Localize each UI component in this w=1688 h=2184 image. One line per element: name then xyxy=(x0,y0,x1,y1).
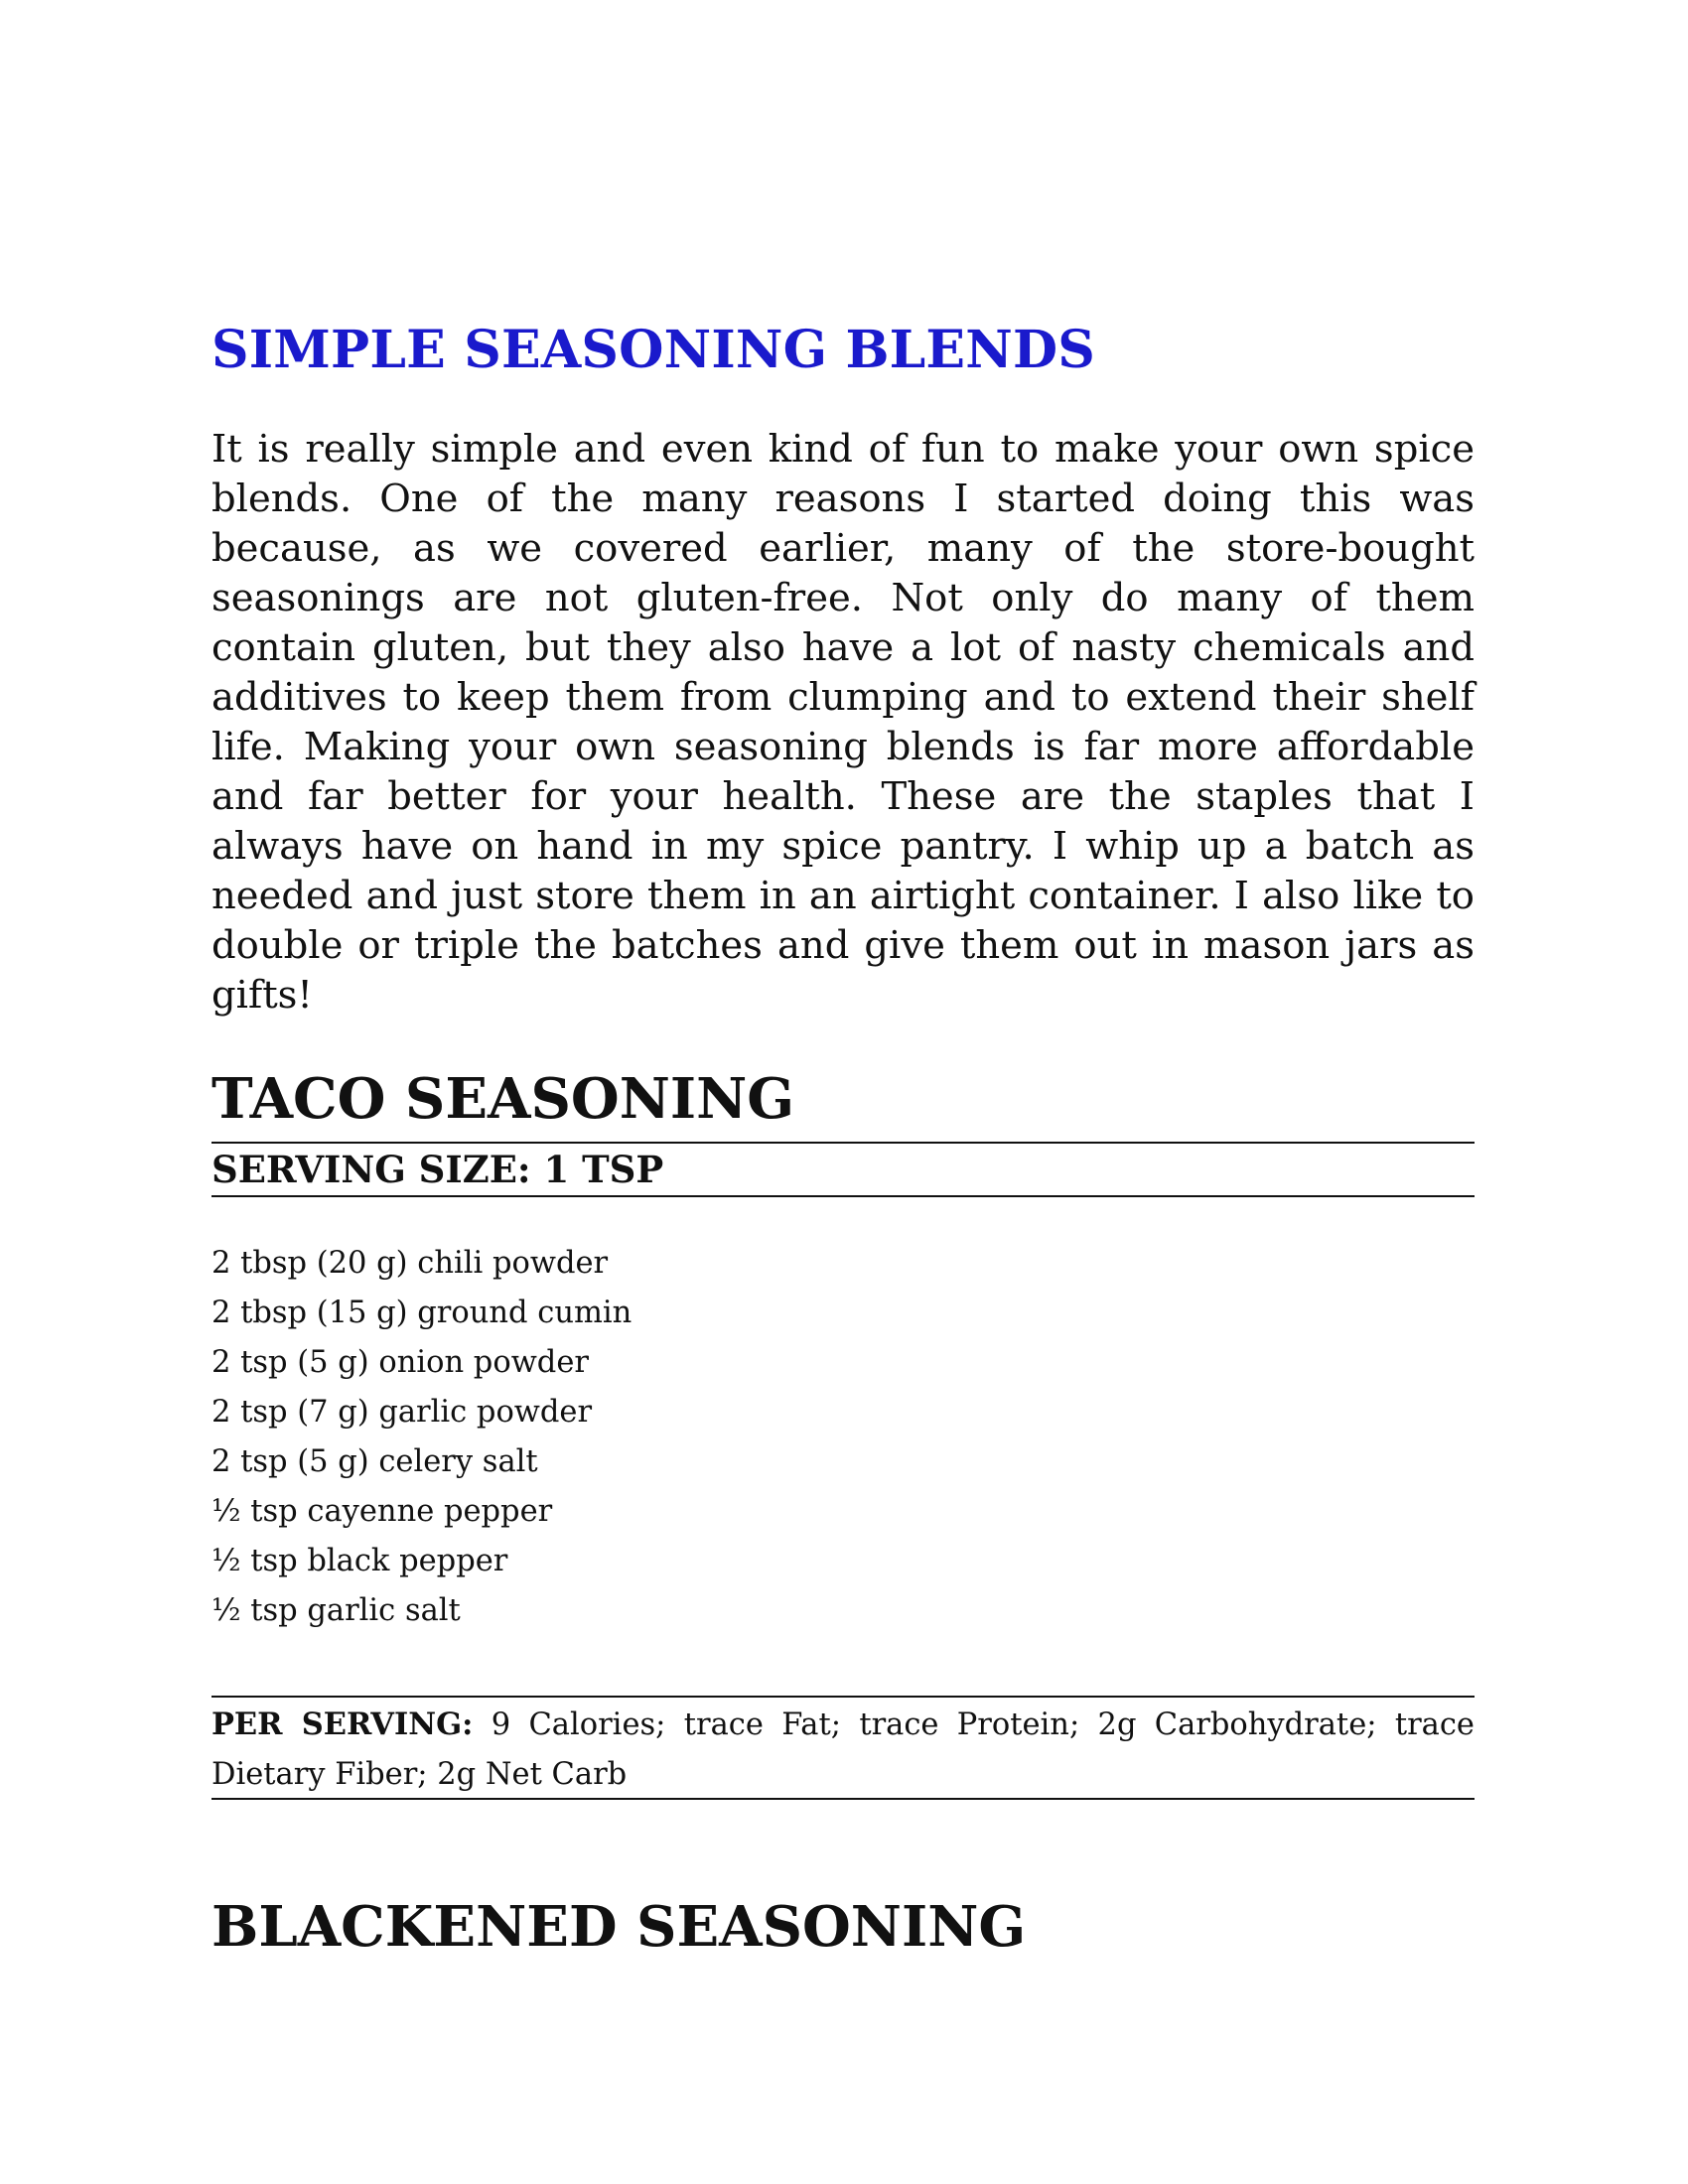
ingredient-item: 2 tbsp (20 g) chili powder xyxy=(211,1246,609,1281)
section-title: SIMPLE SEASONING BLENDS xyxy=(211,320,1096,380)
serving-top-rule xyxy=(211,1142,1475,1144)
nutrition-label: PER SERVING: xyxy=(211,1706,474,1742)
nutrition-top-rule xyxy=(211,1696,1475,1698)
nutrition-text: 9 Calories; trace Fat; trace Protein; 2g Carbohydrate; trace Dietary Fiber; 2g Net Carb xyxy=(211,1707,1475,1792)
serving-bottom-rule xyxy=(211,1195,1475,1197)
ingredient-item: 2 tbsp (15 g) ground cumin xyxy=(211,1296,633,1330)
intro-paragraph: It is really simple and even kind of fun to make your own spice blends. One of the many reasons I started doing this was because, as we covered earlier, many of the store-bought seasonings are not gluten-free. Not only do many of them contain gluten, but they also have a lot of nasty chemicals and additives to keep them from clumping and to extend their shelf life. Making your own seasoning blends is far more affordable and far better for your health. These are the staples that I always have on hand in my spice pantry. I whip up a batch as needed and just store them in an airtight container. I also like to double or triple the batches and give them out in mason jars as gifts! xyxy=(211,427,1475,1018)
ingredient-list xyxy=(211,1239,632,1636)
ingredient-item: 2 tsp (7 g) garlic powder xyxy=(211,1395,593,1430)
nutrition-bottom-rule xyxy=(211,1798,1475,1800)
ingredient-item: 2 tsp (5 g) onion powder xyxy=(211,1345,589,1380)
serving-size: SERVING SIZE: 1 TSP xyxy=(211,1148,664,1191)
ingredient-item: ½ tsp garlic salt xyxy=(211,1593,461,1628)
recipe-title-blackened: BLACKENED SEASONING xyxy=(211,1894,1027,1960)
ingredient-item: ½ tsp black pepper xyxy=(211,1544,508,1578)
ingredient-item: 2 tsp (5 g) celery salt xyxy=(211,1444,538,1479)
recipe-title-taco: TACO SEASONING xyxy=(211,1066,795,1132)
ingredient-item: ½ tsp cayenne pepper xyxy=(211,1494,553,1529)
nutrition-info xyxy=(211,1700,1475,1800)
